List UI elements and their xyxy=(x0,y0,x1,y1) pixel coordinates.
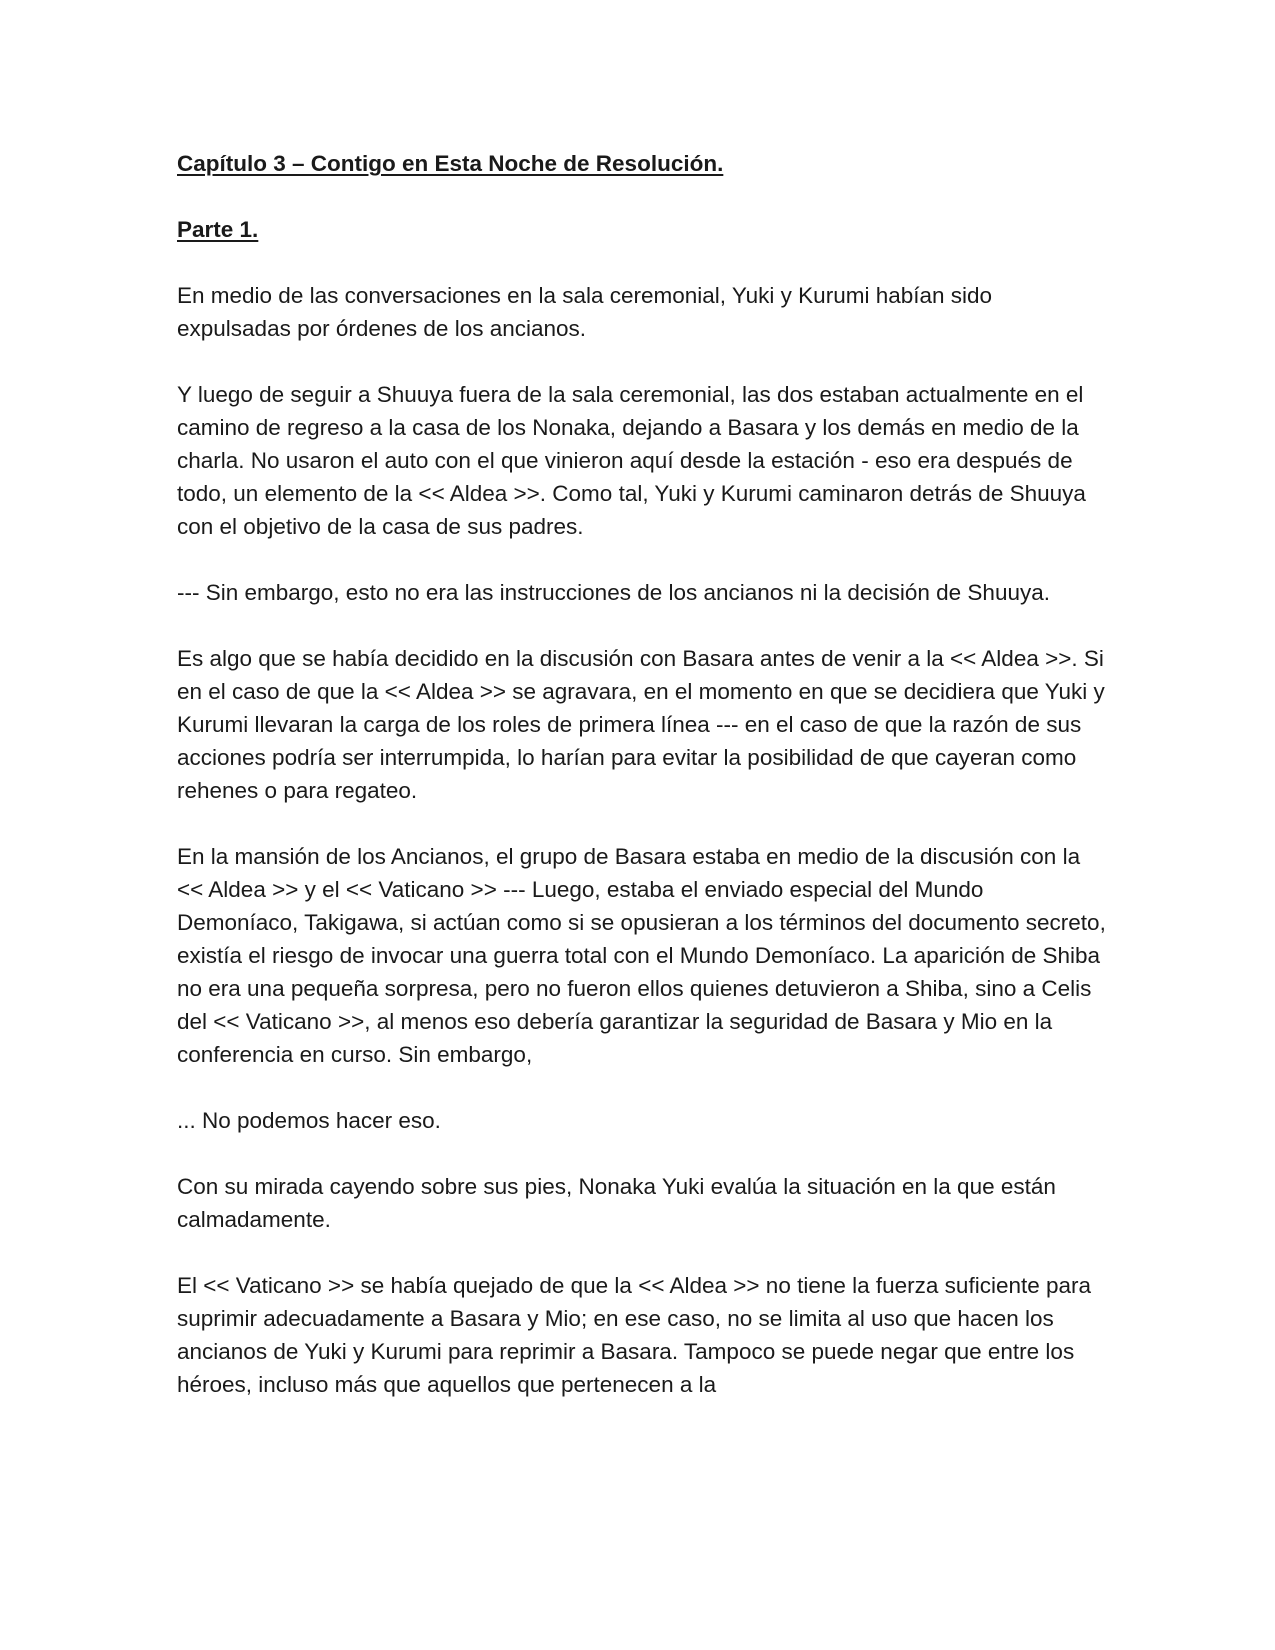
paragraph-7: Con su mirada cayendo sobre sus pies, Nonaka Yuki evalúa la situación en la que están calmadamente. xyxy=(177,1174,1056,1232)
paragraph-3: --- Sin embargo, esto no era las instrucciones de los ancianos ni la decisión de Shuuya. xyxy=(177,580,1050,605)
paragraph-8: El << Vaticano >> se había quejado de que la << Aldea >> no tiene la fuerza suficiente para suprimir adecuadamente a Basara y Mio; en ese caso, no se limita al uso que hacen los ancianos de Yuki y Kurumi para reprimir a Basara. Tampoco se puede negar que entre los héroes, incluso más que aquellos que pertenecen a la xyxy=(177,1273,1092,1397)
document-body xyxy=(177,147,1107,1401)
paragraph-1: En medio de las conversaciones en la sala ceremonial, Yuki y Kurumi habían sido expulsadas por órdenes de los ancianos. xyxy=(177,283,993,341)
paragraph-4: Es algo que se había decidido en la discusión con Basara antes de venir a la << Aldea >>. Si en el caso de que la << Aldea >> se agravara, en el momento en que se decidiera que Yuki y Kurumi llevaran la carga de los roles de primera línea --- en el caso de que la razón de sus acciones podría ser interrumpida, lo harían para evitar la posibilidad de que cayeran como rehenes o para regateo. xyxy=(177,646,1105,803)
paragraph-2: Y luego de seguir a Shuuya fuera de la sala ceremonial, las dos estaban actualmente en el camino de regreso a la casa de los Nonaka, dejando a Basara y los demás en medio de la charla. No usaron el auto con el que vinieron aquí desde la estación - eso era después de todo, un elemento de la << Aldea >>. Como tal, Yuki y Kurumi caminaron detrás de Shuuya con el objetivo de la casa de sus padres. xyxy=(177,382,1086,539)
part-title: Parte 1. xyxy=(177,217,259,242)
paragraph-5: En la mansión de los Ancianos, el grupo de Basara estaba en medio de la discusión con la << Aldea >> y el << Vaticano >> --- Luego, estaba el enviado especial del Mundo Demoníaco, Takigawa, si actúan como si se opusieran a los términos del documento secreto, existía el riesgo de invocar una guerra total con el Mundo Demoníaco. La aparición de Shiba no era una pequeña sorpresa, pero no fueron ellos quienes detuvieron a Shiba, sino a Celis del << Vaticano >>, al menos eso debería garantizar la seguridad de Basara y Mio en la conferencia en curso. Sin embargo, xyxy=(177,844,1106,1067)
chapter-title: Capítulo 3 – Contigo en Esta Noche de Resolución. xyxy=(177,151,724,176)
paragraph-6: ... No podemos hacer eso. xyxy=(177,1108,441,1133)
